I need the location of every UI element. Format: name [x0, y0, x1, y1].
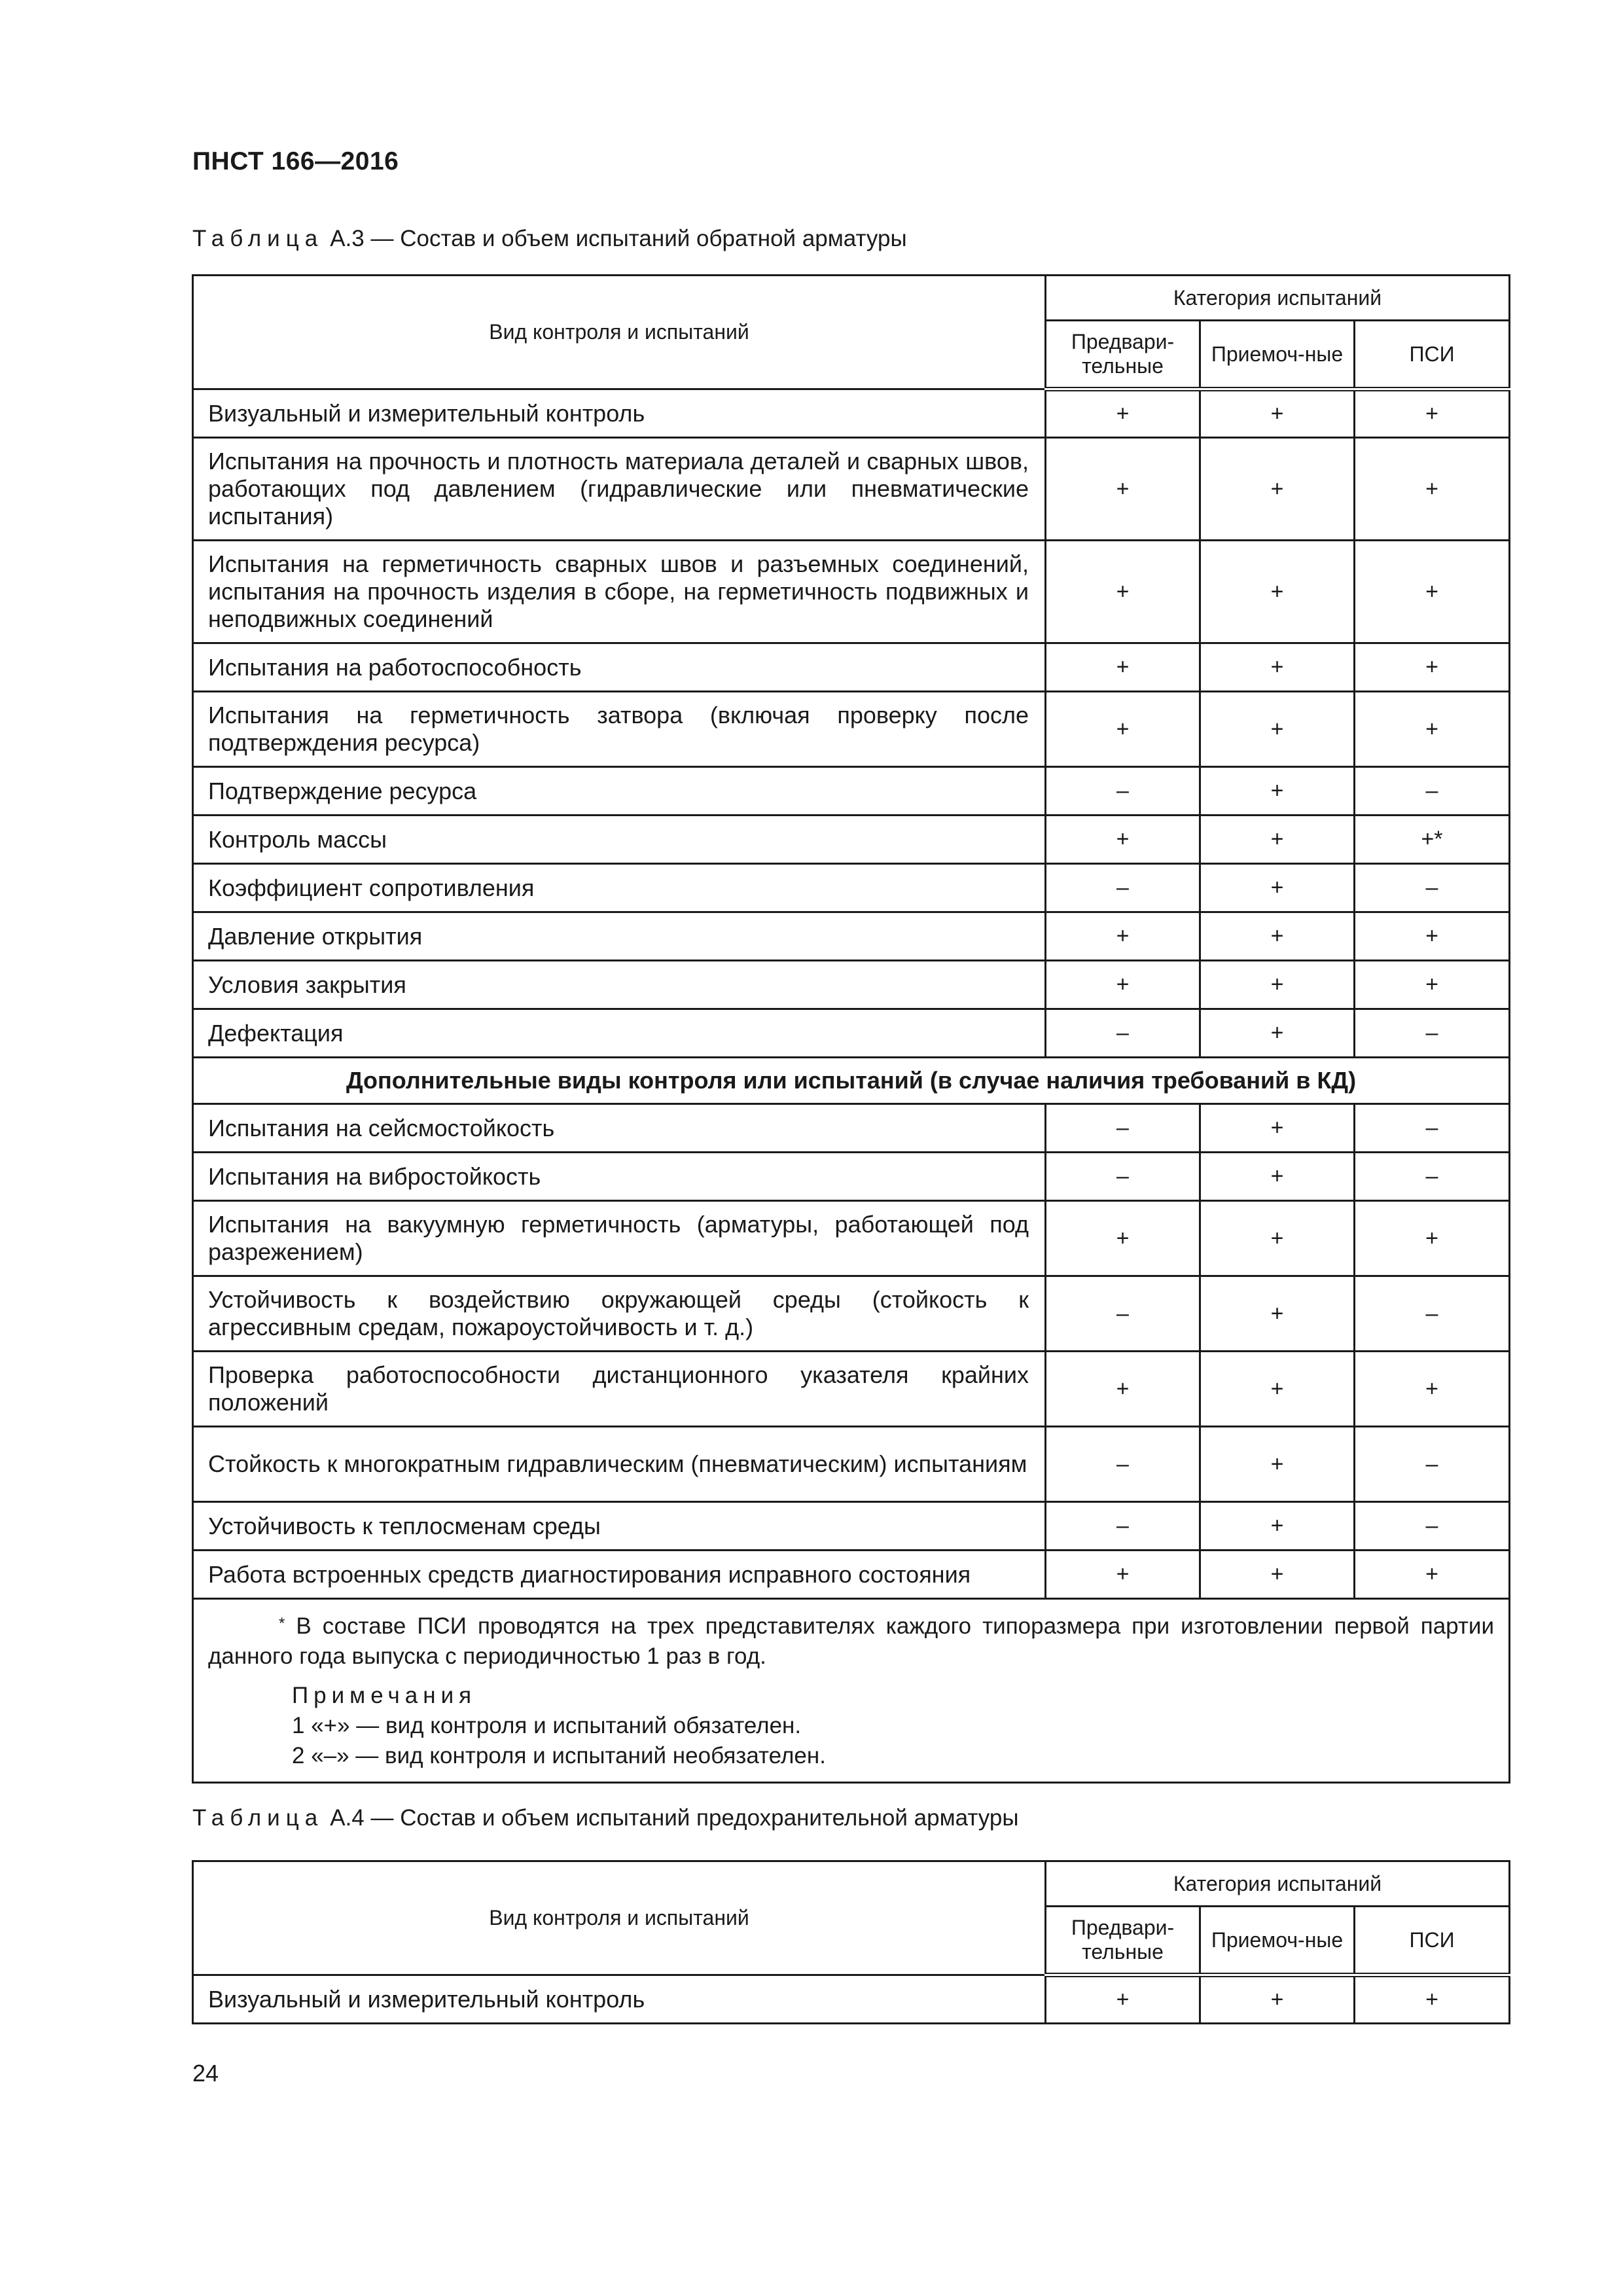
row-psi-mark: +	[1355, 692, 1510, 767]
note-item: 2 «–» — вид контроля и испытаний необязателен.	[292, 1743, 826, 1768]
section-title: Дополнительные виды контроля или испытаний (в случае наличия требований в КД)	[193, 1058, 1510, 1104]
table-row	[193, 1502, 1510, 1551]
row-prelim-mark: –	[1046, 767, 1200, 816]
row-psi-mark: +	[1355, 1352, 1510, 1427]
page-number: 24	[192, 2060, 219, 2087]
row-prelim-mark: –	[1046, 1153, 1200, 1201]
footnote-text: В составе ПСИ проводятся на трех представителях каждого типоразмера при изготовлении первой партии данного года выпуска с периодичностью 1 раз в год.	[208, 1613, 1495, 1669]
row-accept-mark: +	[1200, 767, 1355, 816]
table-row	[193, 961, 1510, 1009]
row-accept-mark: +	[1200, 961, 1355, 1009]
note-item: 1 «+» — вид контроля и испытаний обязателен.	[292, 1713, 802, 1738]
table-row	[193, 389, 1510, 438]
row-prelim-mark: +	[1046, 1551, 1200, 1599]
row-psi-mark: –	[1355, 1502, 1510, 1551]
row-psi-mark: –	[1355, 1427, 1510, 1502]
notes-block	[208, 1681, 1494, 1771]
table-row	[193, 864, 1510, 912]
row-name: Работа встроенных средств диагностирования исправного состояния	[193, 1551, 1046, 1599]
row-name: Давление открытия	[193, 912, 1046, 961]
row-name: Визуальный и измерительный контроль	[193, 1975, 1046, 2024]
row-psi-mark: +	[1355, 438, 1510, 541]
row-accept-mark: +	[1200, 1502, 1355, 1551]
row-prelim-mark: +	[1046, 541, 1200, 643]
column-header-psi: ПСИ	[1355, 1907, 1510, 1975]
table-header-row	[193, 1861, 1510, 1907]
row-psi-mark: +	[1355, 1551, 1510, 1599]
row-accept-mark: +	[1200, 1104, 1355, 1153]
table-row	[193, 1352, 1510, 1427]
row-prelim-mark: +	[1046, 1201, 1200, 1276]
row-accept-mark: +	[1200, 692, 1355, 767]
document-code: ПНСТ 166—2016	[192, 147, 399, 175]
row-prelim-mark: –	[1046, 1427, 1200, 1502]
row-psi-mark: –	[1355, 767, 1510, 816]
column-header-accept-text: Приемоч-ные	[1211, 342, 1344, 366]
row-prelim-mark: –	[1046, 1104, 1200, 1153]
row-prelim-mark: +	[1046, 643, 1200, 692]
table-row	[193, 1975, 1510, 2024]
column-header-prelim	[1046, 1907, 1200, 1975]
column-header-accept	[1200, 321, 1355, 389]
row-name: Контроль массы	[193, 816, 1046, 864]
row-prelim-mark: +	[1046, 1352, 1200, 1427]
table-row	[193, 912, 1510, 961]
table-row	[193, 438, 1510, 541]
table-a3-caption	[192, 226, 907, 252]
row-name: Испытания на герметичность сварных швов и разъемных соединений, испытания на прочность изделия в сборе, на герметичность подвижных и неподвижных соединений	[193, 541, 1046, 643]
column-header-prelim	[1046, 321, 1200, 389]
row-prelim-mark: +	[1046, 912, 1200, 961]
row-prelim-mark: +	[1046, 961, 1200, 1009]
table-row	[193, 1551, 1510, 1599]
row-prelim-mark: +	[1046, 1975, 1200, 2024]
table-row	[193, 643, 1510, 692]
column-header-category: Категория испытаний	[1046, 1861, 1510, 1907]
table-row	[193, 1427, 1510, 1502]
row-prelim-mark: +	[1046, 692, 1200, 767]
row-psi-mark: –	[1355, 1153, 1510, 1201]
footnote	[208, 1611, 1494, 1672]
section-row	[193, 1058, 1510, 1104]
row-prelim-mark: –	[1046, 1276, 1200, 1352]
caption-text: А.3 — Состав и объем испытаний обратной арматуры	[330, 226, 907, 251]
row-name: Устойчивость к воздействию окружающей среды (стойкость к агрессивным средам, пожароустойчивость и т. д.)	[193, 1276, 1046, 1352]
row-prelim-mark: +	[1046, 389, 1200, 438]
row-psi-mark: –	[1355, 1104, 1510, 1153]
row-name: Испытания на вакуумную герметичность (арматуры, работающей под разрежением)	[193, 1201, 1046, 1276]
row-accept-mark: +	[1200, 1153, 1355, 1201]
table-row	[193, 1009, 1510, 1058]
row-name: Визуальный и измерительный контроль	[193, 389, 1046, 438]
row-name: Дефектация	[193, 1009, 1046, 1058]
row-accept-mark: +	[1200, 912, 1355, 961]
row-psi-mark: +	[1355, 961, 1510, 1009]
row-name: Испытания на прочность и плотность материала деталей и сварных швов, работающих под давлением (гидравлические или пневматические испытания)	[193, 438, 1046, 541]
column-header-accept-text: Приемоч-ные	[1211, 1928, 1344, 1952]
row-accept-mark: +	[1200, 1201, 1355, 1276]
row-accept-mark: +	[1200, 1352, 1355, 1427]
table-a4	[192, 1860, 1510, 2024]
table-row	[193, 1201, 1510, 1276]
row-psi-mark: –	[1355, 864, 1510, 912]
row-prelim-mark: +	[1046, 816, 1200, 864]
caption-label: Таблица	[192, 1805, 324, 1831]
row-psi-mark: +	[1355, 643, 1510, 692]
table-row	[193, 816, 1510, 864]
row-psi-mark: –	[1355, 1276, 1510, 1352]
table-header-row	[193, 276, 1510, 321]
row-psi-mark: +	[1355, 912, 1510, 961]
table-a4-caption	[192, 1805, 1018, 1831]
row-accept-mark: +	[1200, 1427, 1355, 1502]
table-row	[193, 1276, 1510, 1352]
row-name: Условия закрытия	[193, 961, 1046, 1009]
table-a3	[192, 274, 1510, 1784]
row-name: Устойчивость к теплосменам среды	[193, 1502, 1046, 1551]
row-accept-mark: +	[1200, 1551, 1355, 1599]
row-accept-mark: +	[1200, 389, 1355, 438]
row-accept-mark: +	[1200, 1975, 1355, 2024]
row-accept-mark: +	[1200, 438, 1355, 541]
row-prelim-mark: –	[1046, 1009, 1200, 1058]
row-accept-mark: +	[1200, 1009, 1355, 1058]
row-name: Испытания на вибростойкость	[193, 1153, 1046, 1201]
row-name: Испытания на работоспособность	[193, 643, 1046, 692]
column-header-accept	[1200, 1907, 1355, 1975]
row-psi-mark: +	[1355, 1201, 1510, 1276]
row-psi-mark: +	[1355, 541, 1510, 643]
row-prelim-mark: –	[1046, 1502, 1200, 1551]
table-row	[193, 767, 1510, 816]
column-header-kind: Вид контроля и испытаний	[193, 276, 1046, 389]
row-psi-mark: –	[1355, 1009, 1510, 1058]
row-prelim-mark: +	[1046, 438, 1200, 541]
column-header-psi: ПСИ	[1355, 321, 1510, 389]
notes-cell	[193, 1599, 1510, 1783]
row-name: Стойкость к многократным гидравлическим (пневматическим) испытаниям	[193, 1427, 1046, 1502]
table-row	[193, 1104, 1510, 1153]
row-name: Подтверждение ресурса	[193, 767, 1046, 816]
row-psi-mark: +	[1355, 389, 1510, 438]
row-accept-mark: +	[1200, 1276, 1355, 1352]
row-psi-mark: +	[1355, 1975, 1510, 2024]
row-accept-mark: +	[1200, 643, 1355, 692]
row-psi-mark: +*	[1355, 816, 1510, 864]
row-prelim-mark: –	[1046, 864, 1200, 912]
table-row	[193, 1153, 1510, 1201]
row-name: Проверка работоспособности дистанционного указателя крайних положений	[193, 1352, 1046, 1427]
column-header-kind: Вид контроля и испытаний	[193, 1861, 1046, 1975]
row-name: Испытания на герметичность затвора (включая проверку после подтверждения ресурса)	[193, 692, 1046, 767]
row-accept-mark: +	[1200, 541, 1355, 643]
notes-row	[193, 1599, 1510, 1783]
table-row	[193, 692, 1510, 767]
table-row	[193, 541, 1510, 643]
column-header-prelim-text: Предвари-тельные	[1071, 1916, 1175, 1964]
column-header-prelim-text: Предвари-тельные	[1071, 330, 1175, 378]
row-accept-mark: +	[1200, 816, 1355, 864]
caption-label: Таблица	[192, 226, 324, 251]
column-header-category: Категория испытаний	[1046, 276, 1510, 321]
row-name: Коэффициент сопротивления	[193, 864, 1046, 912]
caption-text: А.4 — Состав и объем испытаний предохранительной арматуры	[330, 1805, 1019, 1831]
notes-title: Примечания	[292, 1683, 477, 1708]
footnote-mark: *	[279, 1615, 285, 1632]
row-accept-mark: +	[1200, 864, 1355, 912]
row-name: Испытания на сейсмостойкость	[193, 1104, 1046, 1153]
